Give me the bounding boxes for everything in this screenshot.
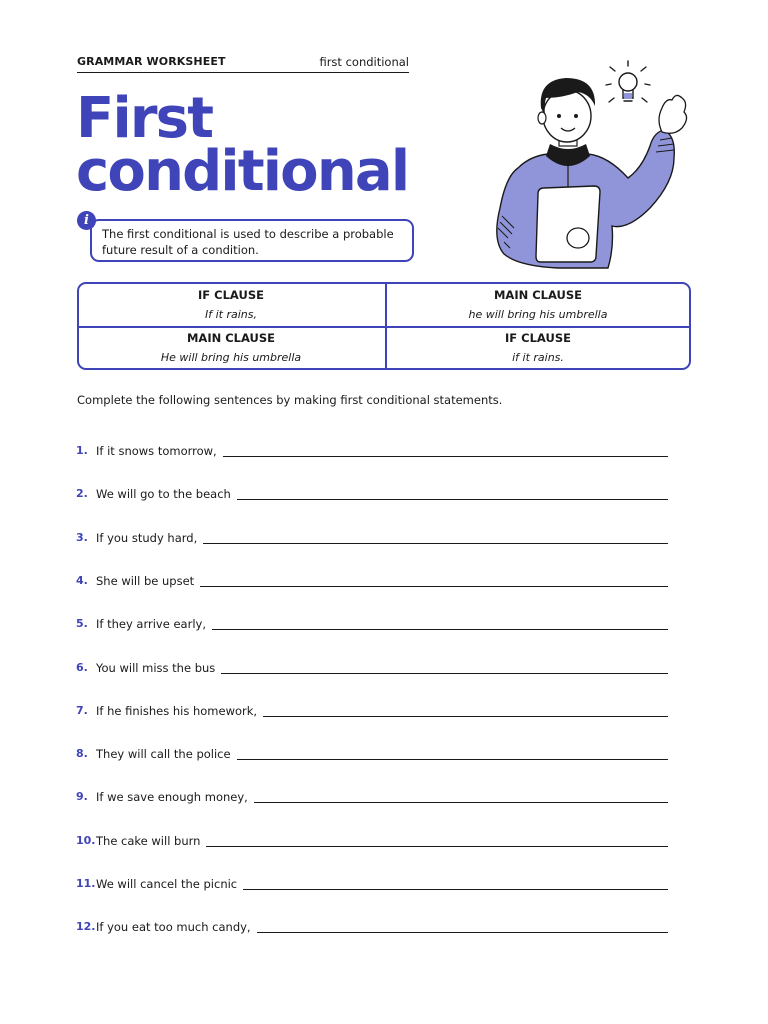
answer-line[interactable] bbox=[237, 499, 668, 500]
exercise-prompt: If we save enough money, bbox=[96, 790, 248, 805]
instruction-text: Complete the following sentences by making first conditional statements. bbox=[77, 393, 503, 407]
exercise-item bbox=[76, 784, 668, 804]
student-illustration-icon bbox=[478, 58, 694, 272]
exercise-prompt: They will call the police bbox=[96, 747, 231, 762]
cell-heading: IF CLAUSE bbox=[198, 288, 264, 302]
answer-line[interactable] bbox=[200, 586, 668, 587]
exercise-item bbox=[76, 698, 668, 718]
cell-heading: IF CLAUSE bbox=[505, 331, 571, 345]
table-cell-main-clause-1 bbox=[386, 287, 690, 323]
answer-line[interactable] bbox=[223, 456, 668, 457]
answer-line[interactable] bbox=[243, 889, 668, 890]
worksheet-header bbox=[77, 54, 409, 73]
answer-line[interactable] bbox=[212, 629, 668, 630]
exercise-item bbox=[76, 655, 668, 675]
table-cell-main-clause-2 bbox=[79, 330, 383, 366]
table-cell-if-clause-2 bbox=[386, 330, 690, 366]
info-icon: i bbox=[77, 211, 96, 230]
exercise-item bbox=[76, 611, 668, 631]
exercise-item bbox=[76, 871, 668, 891]
answer-line[interactable] bbox=[237, 759, 668, 760]
exercise-number: 2. bbox=[76, 487, 88, 501]
exercise-prompt: If he finishes his homework, bbox=[96, 703, 258, 718]
exercise-prompt: You will miss the bus bbox=[96, 660, 216, 675]
exercise-prompt: If you study hard, bbox=[96, 530, 198, 545]
worksheet-label: GRAMMAR WORKSHEET bbox=[77, 55, 226, 68]
exercise-number: 1. bbox=[76, 444, 88, 457]
exercise-number: 5. bbox=[76, 617, 88, 631]
cell-example: he will bring his umbrella bbox=[468, 308, 608, 321]
cell-heading: MAIN CLAUSE bbox=[186, 331, 276, 345]
exercise-item bbox=[76, 525, 668, 545]
exercise-item bbox=[76, 828, 668, 848]
definition-box bbox=[90, 219, 414, 262]
answer-line[interactable] bbox=[254, 802, 668, 803]
exercise-number: 7. bbox=[76, 703, 88, 717]
answer-line[interactable] bbox=[221, 673, 668, 674]
table-cell-if-clause-1 bbox=[79, 287, 383, 323]
exercise-item bbox=[76, 438, 668, 458]
exercise-number: 11. bbox=[76, 877, 96, 890]
exercise-number: 9. bbox=[76, 790, 88, 804]
exercise-prompt: If it snows tomorrow, bbox=[96, 444, 217, 458]
structure-table bbox=[77, 282, 691, 370]
page-title bbox=[76, 86, 409, 204]
exercise-number: 12. bbox=[76, 920, 96, 934]
answer-line[interactable] bbox=[263, 716, 668, 717]
answer-line[interactable] bbox=[257, 932, 668, 933]
exercise-prompt: If they arrive early, bbox=[96, 617, 206, 632]
answer-line[interactable] bbox=[206, 846, 668, 847]
exercise-prompt: We will go to the beach bbox=[96, 487, 231, 502]
exercise-number: 4. bbox=[76, 573, 88, 587]
exercise-number: 3. bbox=[76, 530, 88, 544]
table-divider-horizontal bbox=[79, 326, 689, 328]
cell-example: If it rains, bbox=[205, 308, 257, 321]
title-line-1: First bbox=[76, 86, 213, 151]
exercise-prompt: She will be upset bbox=[96, 573, 195, 588]
cell-heading: MAIN CLAUSE bbox=[493, 288, 583, 302]
exercise-item bbox=[76, 741, 668, 761]
exercise-item bbox=[76, 914, 668, 934]
definition-text: The first conditional is used to describe a probable future result of a condition. bbox=[102, 227, 394, 257]
exercise-item bbox=[76, 481, 668, 501]
exercise-item bbox=[76, 568, 668, 588]
cell-example: He will bring his umbrella bbox=[160, 351, 302, 364]
exercise-prompt: The cake will burn bbox=[96, 833, 201, 848]
exercise-prompt: We will cancel the picnic bbox=[96, 877, 238, 891]
exercise-number: 8. bbox=[76, 747, 88, 761]
exercise-number: 6. bbox=[76, 660, 88, 674]
worksheet-topic: first conditional bbox=[319, 55, 409, 69]
exercise-number: 10. bbox=[76, 833, 96, 847]
cell-example: if it rains. bbox=[512, 351, 564, 364]
exercise-prompt: If you eat too much candy, bbox=[96, 920, 251, 935]
answer-line[interactable] bbox=[203, 543, 668, 544]
title-line-2: conditional bbox=[76, 139, 409, 204]
